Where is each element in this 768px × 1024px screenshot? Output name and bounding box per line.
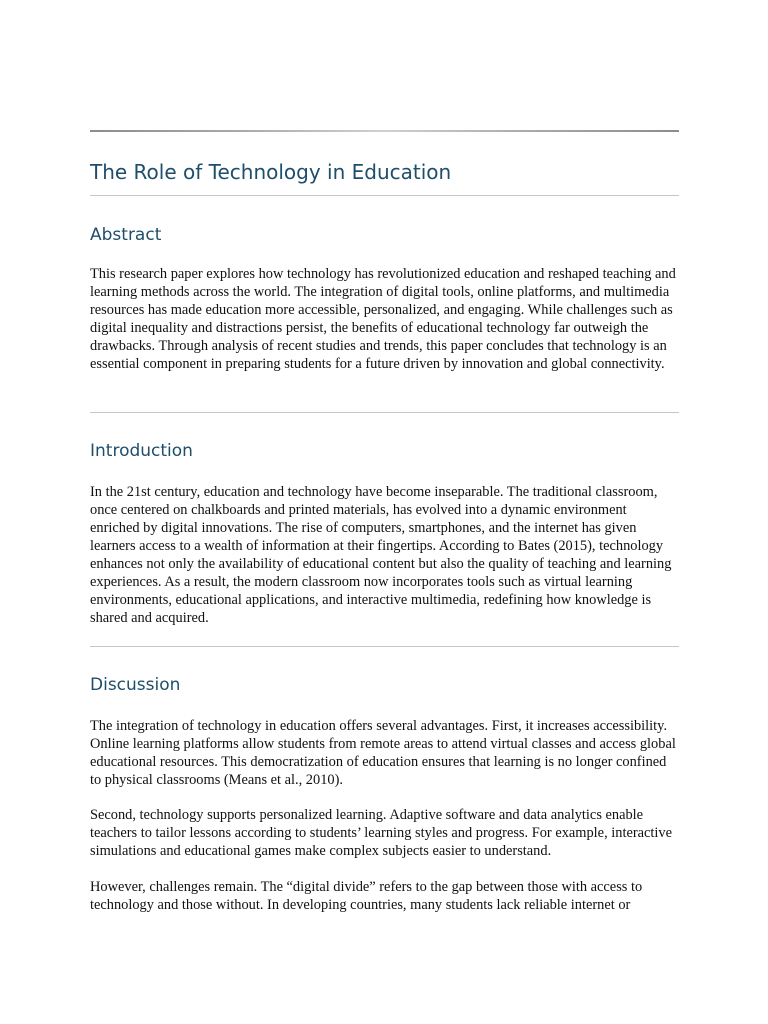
section-divider	[90, 646, 679, 647]
document-page	[90, 0, 679, 1024]
discussion-paragraph: Second, technology supports personalized learning. Adaptive software and data analytics enable teachers to tailor lessons according to students’ learning styles and progress. For example, interactive simulations and educational games make complex subjects easier to understand.	[90, 807, 672, 859]
section-divider	[90, 412, 679, 413]
discussion-paragraph: However, challenges remain. The “digital divide” refers to the gap between those with access to technology and those without. In developing countries, many students lack reliable internet or	[90, 879, 643, 913]
abstract-paragraph: This research paper explores how technology has revolutionized education and reshaped teaching and learning methods across the world. The integration of digital tools, online platforms, and multimedia resources has made education more accessible, personalized, and engaging. While challenges such as digital inequality and distractions persist, the benefits of educational technology far outweigh the drawbacks. Through analysis of recent studies and trends, this paper concludes that technology is an essential component in preparing students for a future driven by innovation and global connectivity.	[90, 266, 676, 372]
introduction-heading: Introduction	[90, 441, 193, 461]
document-title: The Role of Technology in Education	[90, 160, 452, 184]
discussion-heading: Discussion	[90, 675, 181, 695]
top-divider	[90, 130, 679, 132]
abstract-heading: Abstract	[90, 225, 162, 245]
discussion-paragraph: The integration of technology in education offers several advantages. First, it increases accessibility. Online learning platforms allow students from remote areas to attend virtual classes and access global educational resources. This democratization of education ensures that learning is no longer confined to physical classrooms (Means et al., 2010).	[90, 718, 676, 788]
title-divider	[90, 195, 679, 196]
introduction-paragraph: In the 21st century, education and technology have become inseparable. The traditional classroom, once centered on chalkboards and printed materials, has evolved into a dynamic environment enriched by digital innovations. The rise of computers, smartphones, and the internet has given learners access to a wealth of information at their fingertips. According to Bates (2015), technology enhances not only the availability of educational content but also the quality of teaching and learning experiences. As a result, the modern classroom now incorporates tools such as virtual learning environments, educational applications, and interactive multimedia, redefining how knowledge is shared and acquired.	[90, 484, 672, 626]
